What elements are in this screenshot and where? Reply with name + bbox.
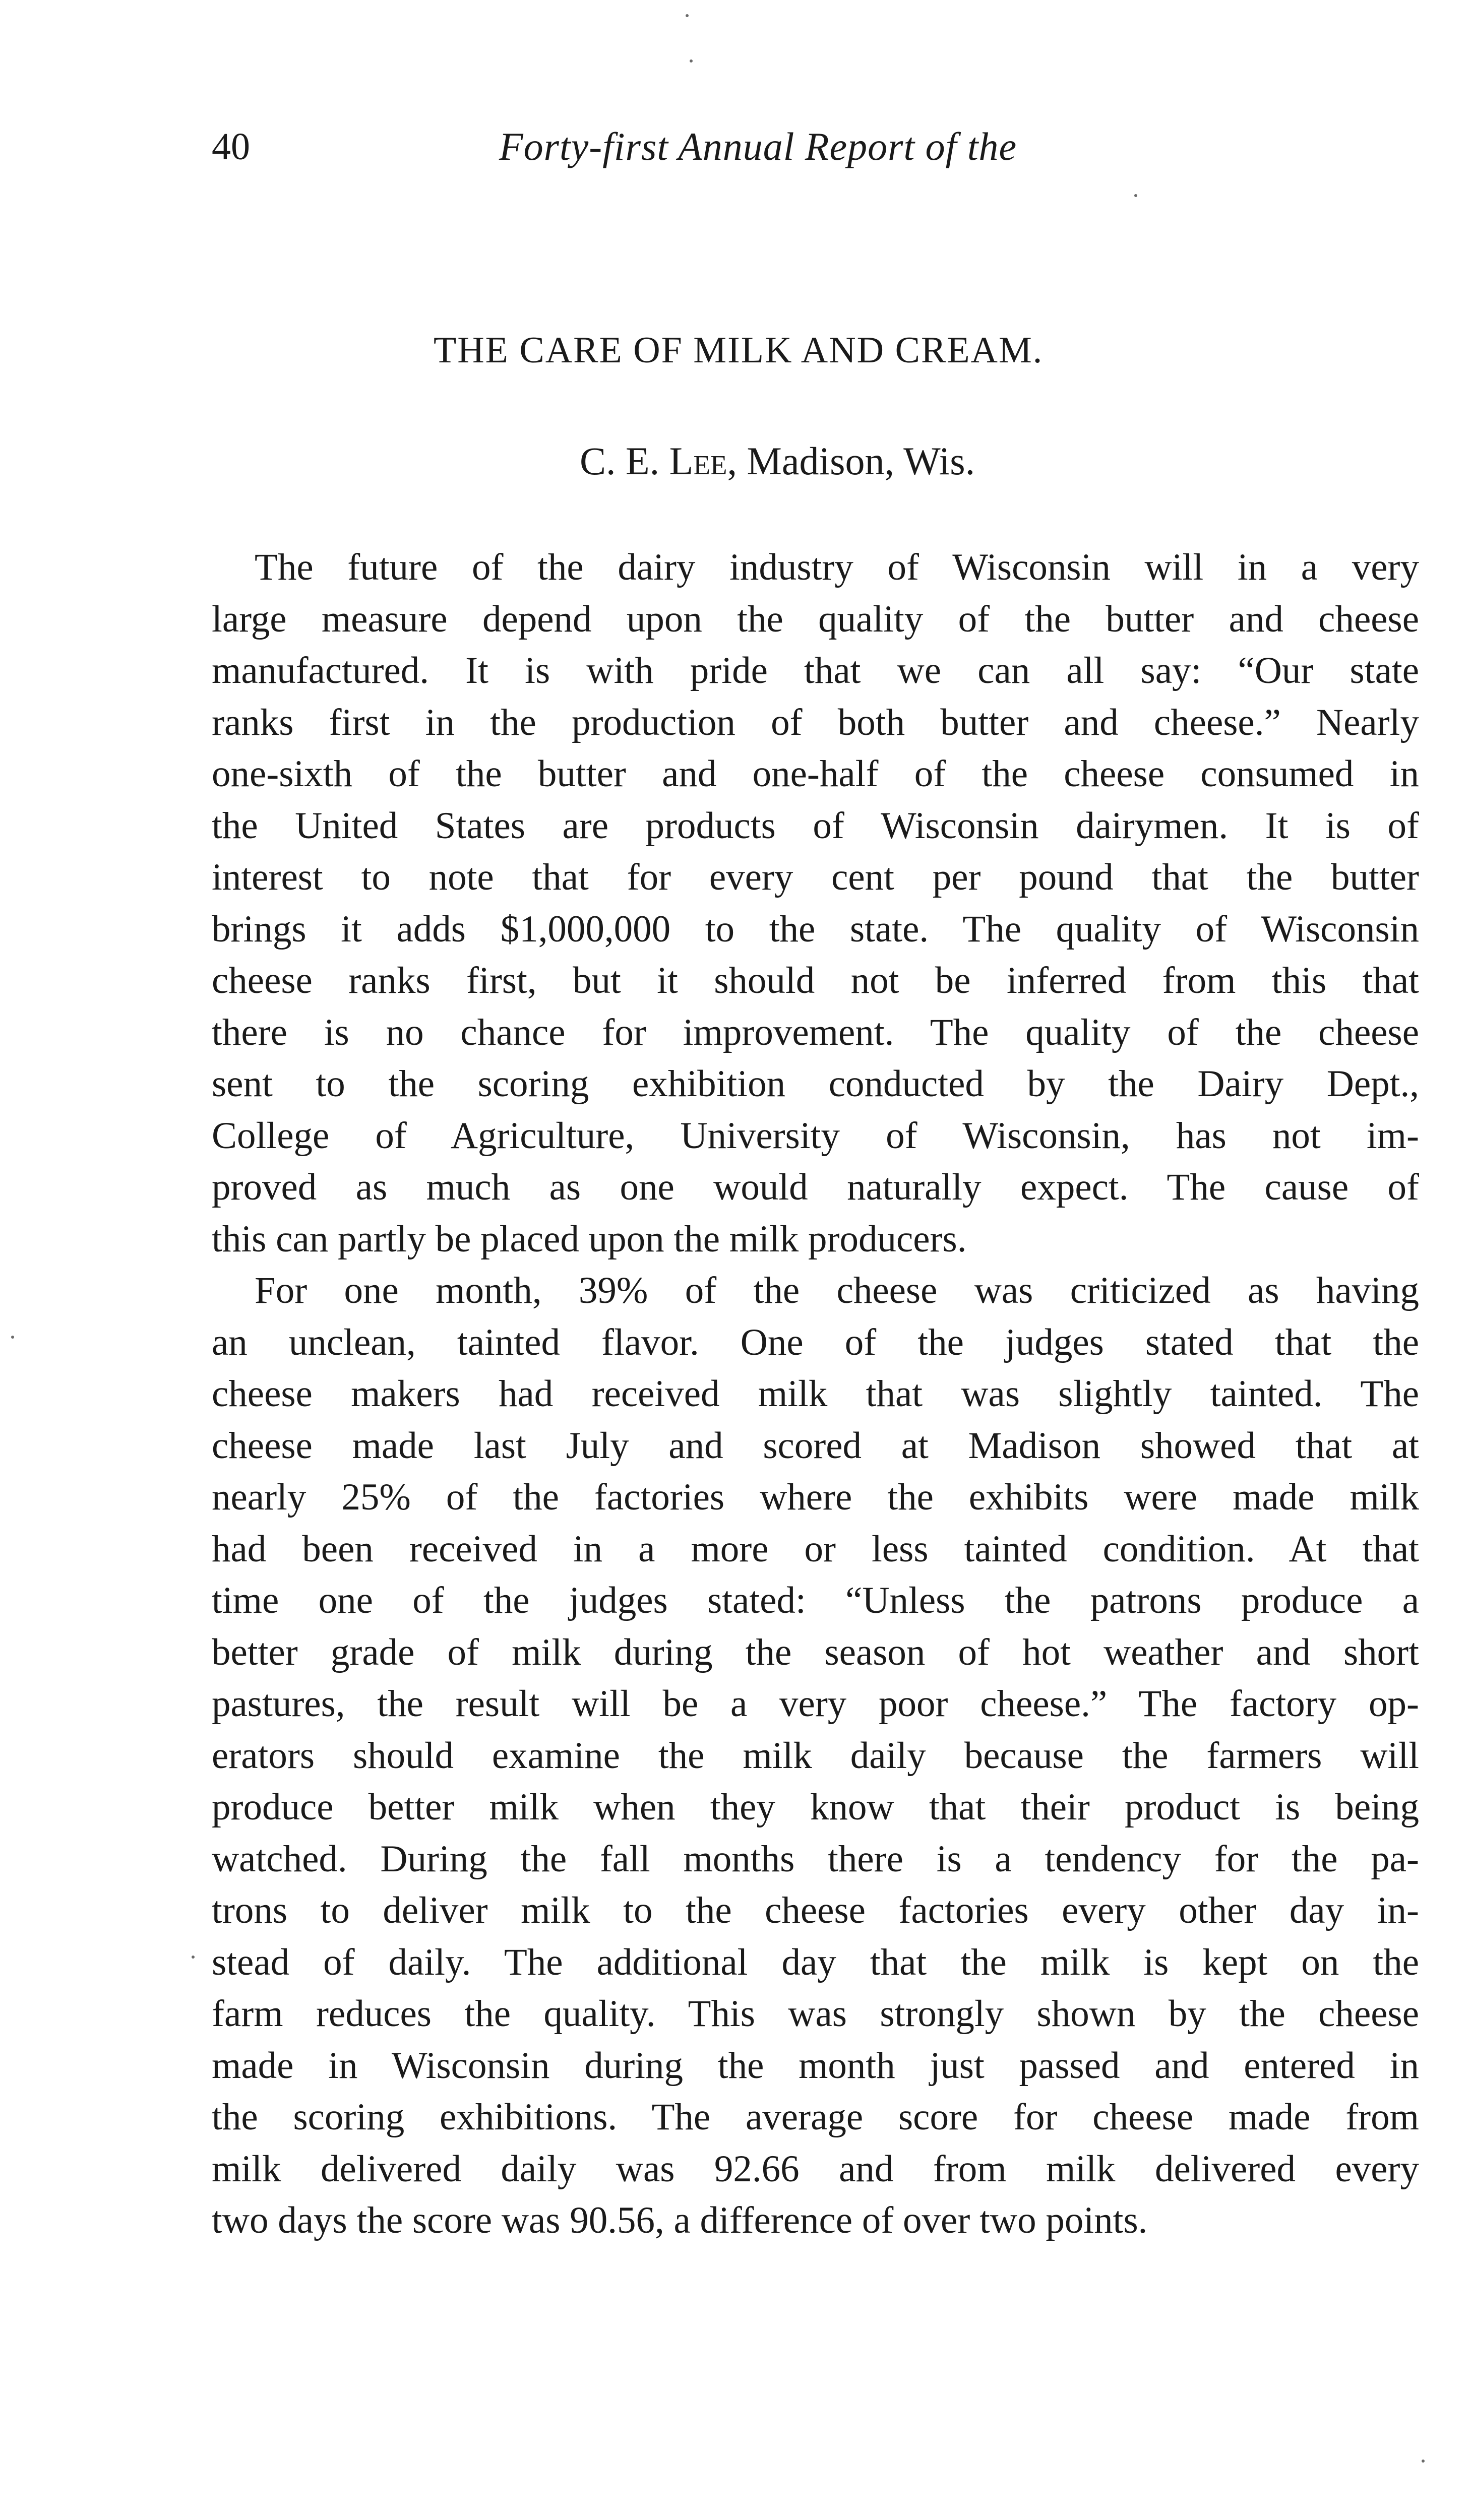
text-line: College of Agriculture, University of Wisconsin, has not im- <box>212 1114 1419 1157</box>
page-number: 40 <box>212 125 250 168</box>
text-line: nearly 25% of the factories where the exhibits were made milk <box>212 1476 1419 1518</box>
scan-speck <box>192 1956 195 1959</box>
text-line: cheese ranks first, but it should not be inferred from this that <box>212 960 1419 1001</box>
text-line: had been received in a more or less tainted condition. At that <box>212 1528 1419 1570</box>
article-body <box>212 542 1419 2247</box>
text-line: farm reduces the quality. This was strongly shown by the cheese <box>212 1993 1419 2035</box>
scan-speck <box>690 59 693 62</box>
text-line: large measure depend upon the quality of the butter and cheese <box>212 598 1419 640</box>
text-line: milk delivered daily was 92.66 and from milk delivered every <box>212 2148 1419 2190</box>
author-initials: C. E. <box>580 439 669 483</box>
text-line: The future of the dairy industry of Wisconsin will in a very <box>255 546 1419 588</box>
running-title: Forty-first Annual Report of the <box>499 124 1017 168</box>
text-line: manufactured. It is with pride that we can all say: “Our state <box>212 650 1419 691</box>
paragraph <box>212 1265 1419 2247</box>
text-line: cheese made last July and scored at Madison showed that at <box>212 1424 1419 1467</box>
text-line: one-sixth of the butter and one-half of the cheese consumed in <box>212 753 1419 795</box>
text-line: erators should examine the milk daily because the farmers will <box>212 1734 1419 1777</box>
text-line: two days the score was 90.56, a difference of over two points. <box>212 2199 1148 2241</box>
text-line: pastures, the result will be a very poor cheese.” The factory op- <box>212 1683 1419 1725</box>
text-line: sent to the scoring exhibition conducted by the Dairy Dept., <box>212 1063 1419 1105</box>
text-line: stead of daily. The additional day that the milk is kept on the <box>212 1941 1419 1983</box>
text-line: trons to deliver milk to the cheese factories every other day in- <box>212 1889 1419 1931</box>
text-line: the scoring exhibitions. The average score for cheese made from <box>212 2096 1419 2138</box>
text-line: this can partly be placed upon the milk producers. <box>212 1218 967 1260</box>
text-line: an unclean, tainted flavor. One of the judges stated that the <box>212 1321 1419 1363</box>
author-surname: Lee <box>669 439 727 483</box>
text-line: ranks first in the production of both butter and cheese.” Nearly <box>212 701 1419 743</box>
text-line: time one of the judges stated: “Unless the patrons produce a <box>212 1580 1419 1621</box>
text-line: better grade of milk during the season of hot weather and short <box>212 1631 1419 1673</box>
text-line: brings it adds $1,000,000 to the state. The quality of Wisconsin <box>212 908 1419 950</box>
text-line: there is no chance for improvement. The quality of the cheese <box>212 1011 1419 1053</box>
text-line: the United States are products of Wisconsin dairymen. It is of <box>212 804 1419 847</box>
text-line: made in Wisconsin during the month just passed and entered in <box>212 2044 1419 2087</box>
text-line: proved as much as one would naturally expect. The cause of <box>212 1166 1419 1208</box>
text-line: interest to note that for every cent per pound that the butter <box>212 856 1419 898</box>
text-line: produce better milk when they know that their product is being <box>212 1786 1419 1828</box>
text-line: For one month, 39% of the cheese was criticized as having <box>255 1270 1419 1311</box>
scan-speck <box>1422 2460 1425 2463</box>
scan-speck <box>1134 194 1137 197</box>
article-title: THE CARE OF MILK AND CREAM. <box>434 330 1044 371</box>
byline <box>580 433 975 489</box>
scan-speck <box>686 14 689 17</box>
text-line: watched. During the fall months there is a tendency for the pa- <box>212 1838 1419 1880</box>
running-header <box>212 119 1422 174</box>
paragraph <box>212 542 1419 1265</box>
scan-speck <box>11 1336 14 1339</box>
text-line: cheese makers had received milk that was slightly tainted. The <box>212 1373 1419 1415</box>
author-location: , Madison, Wis. <box>727 439 975 483</box>
